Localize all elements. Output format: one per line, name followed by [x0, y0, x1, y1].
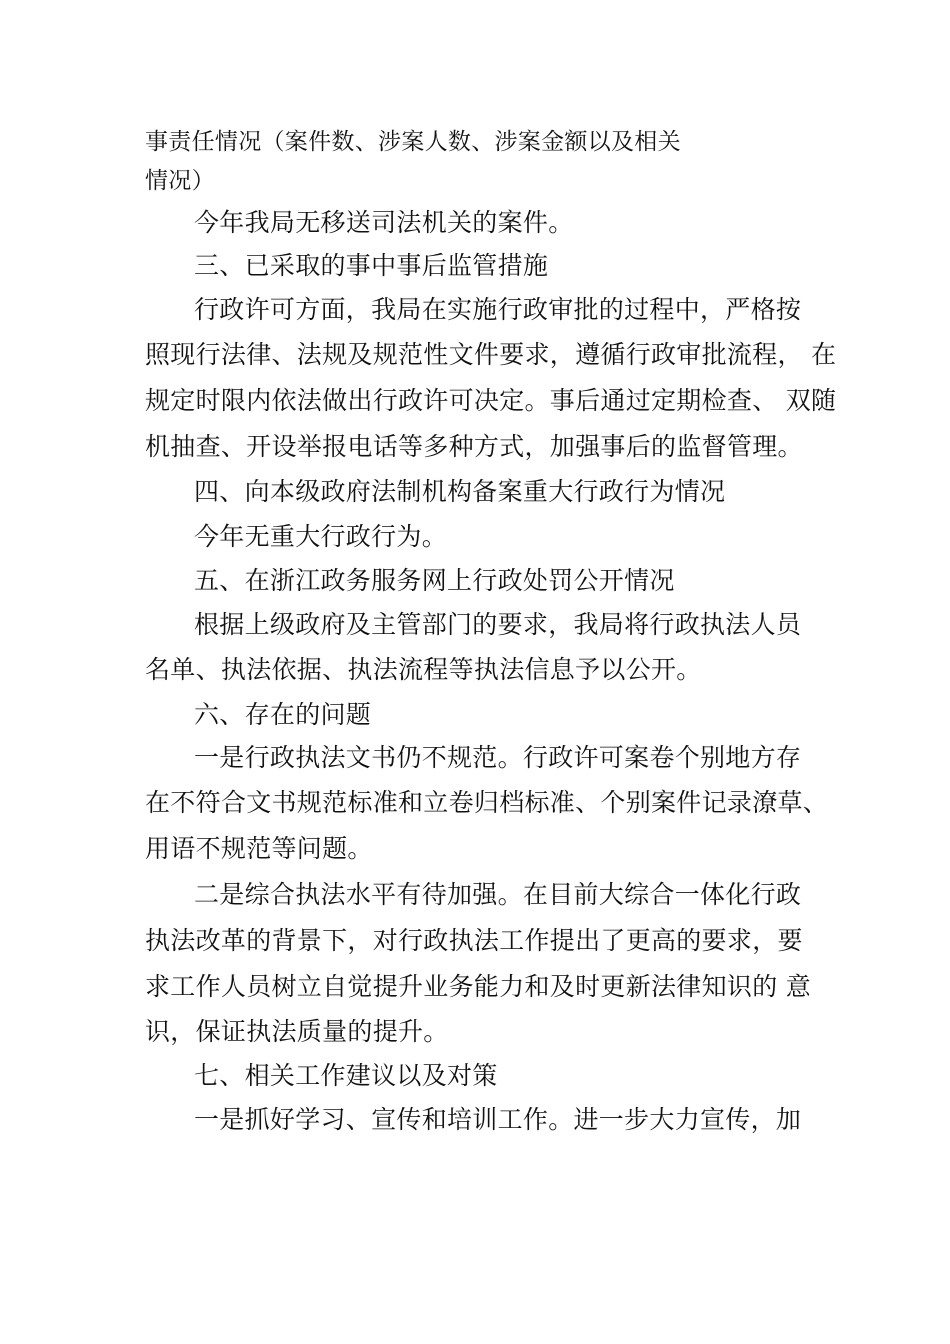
- paragraph-line: 名单、执法依据、执法流程等执法信息予以公开。: [145, 655, 702, 684]
- paragraph-line: 今年无重大行政行为。: [194, 522, 448, 551]
- paragraph-line: 机抽查、开设举报电话等多种方式，加强事后的监督管理。: [145, 432, 803, 461]
- paragraph-line: 二是综合执法水平有待加强。在目前大综合一体化行政: [194, 880, 802, 909]
- paragraph-line: 一是行政执法文书仍不规范。行政许可案卷个别地方存: [194, 743, 802, 772]
- paragraph-line: 用语不规范等问题。: [145, 834, 373, 863]
- paragraph-line: 在不符合文书规范标准和立卷归档标准、个别案件记录潦草、: [145, 788, 829, 817]
- paragraph-line: 规定时限内依法做出行政许可决定。事后通过定期检查、 双随: [145, 386, 837, 415]
- paragraph-line: 行政许可方面，我局在实施行政审批的过程中，严格按: [194, 295, 802, 324]
- paragraph-line: 情况）: [145, 168, 215, 194]
- paragraph-line: 事责任情况（案件数、涉案人数、涉案金额以及相关: [145, 129, 681, 155]
- paragraph-line: 执法改革的背景下，对行政执法工作提出了更高的要求，要: [145, 926, 803, 955]
- paragraph-line: 今年我局无移送司法机关的案件。: [194, 208, 574, 237]
- paragraph-line: 识，保证执法质量的提升。: [145, 1017, 449, 1046]
- section-heading: 五、在浙江政务服务网上行政处罚公开情况: [194, 566, 675, 595]
- section-heading: 七、相关工作建议以及对策: [194, 1061, 498, 1090]
- paragraph-line: 一是抓好学习、宣传和培训工作。进一步大力宣传，加: [194, 1105, 802, 1134]
- paragraph-line: 求工作人员树立自觉提升业务能力和及时更新法律知识的 意: [145, 972, 812, 1001]
- section-heading: 六、存在的问题: [194, 700, 372, 729]
- paragraph-line: 根据上级政府及主管部门的要求，我局将行政执法人员: [194, 610, 802, 639]
- paragraph-line: 照现行法律、法规及规范性文件要求，遵循行政审批流程， 在: [145, 340, 837, 369]
- section-heading: 四、向本级政府法制机构备案重大行政行为情况: [194, 477, 726, 506]
- section-heading: 三、已采取的事中事后监管措施: [194, 251, 549, 280]
